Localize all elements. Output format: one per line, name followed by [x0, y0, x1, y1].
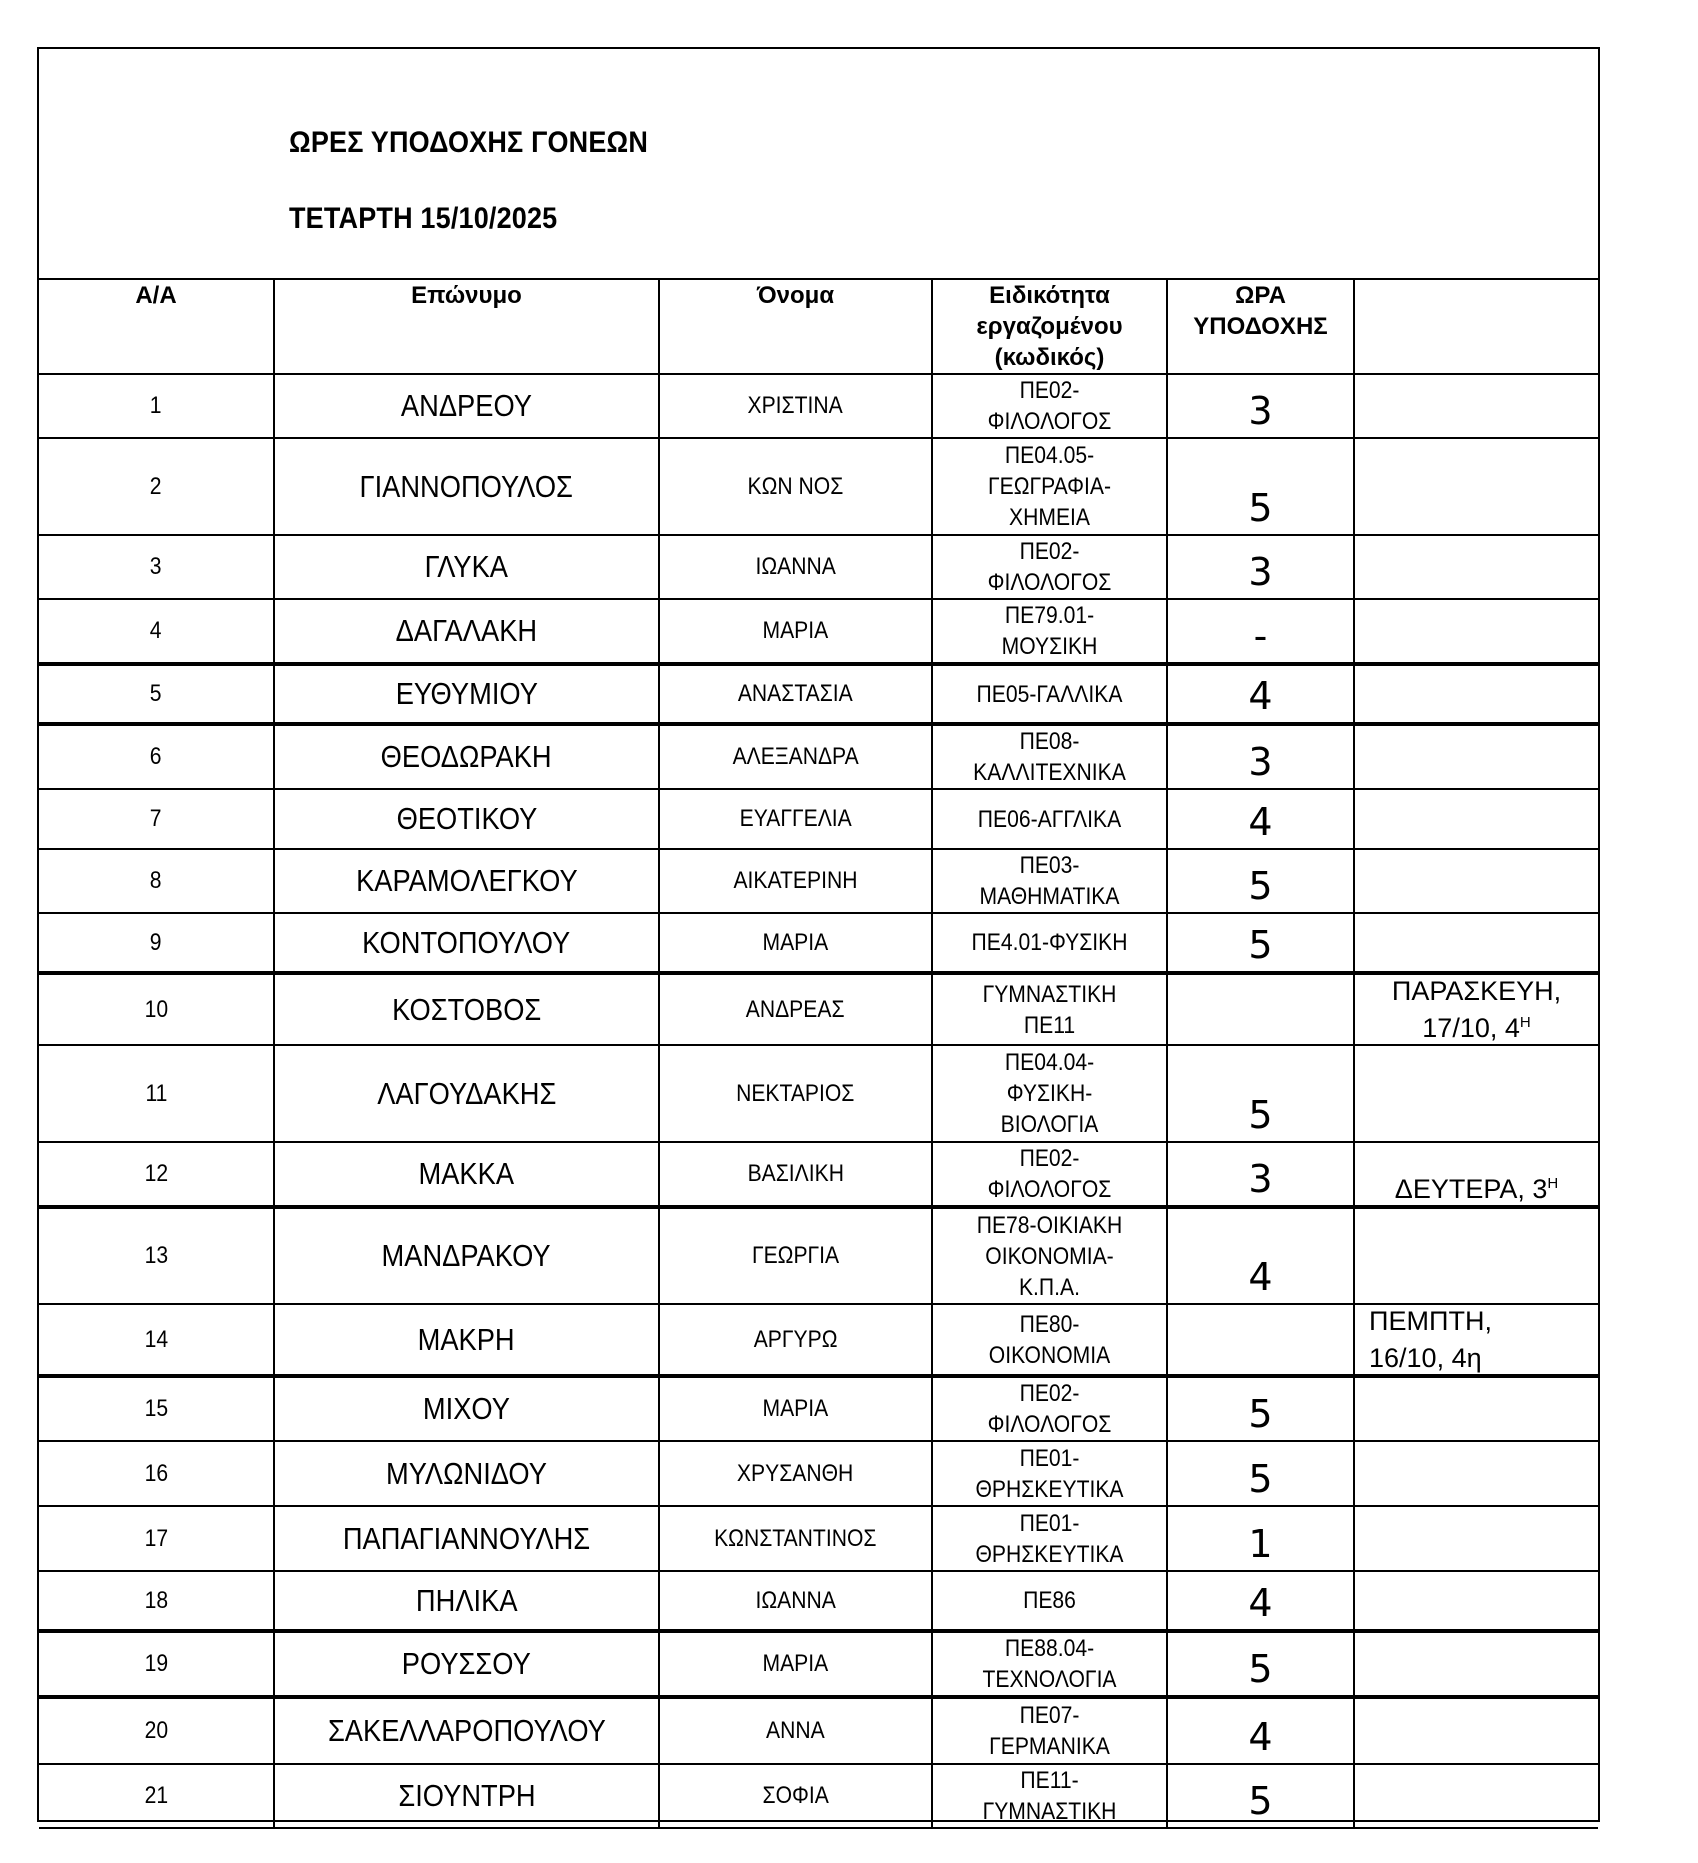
- cell-hour: [1167, 724, 1354, 789]
- surname: ΚΟΝΤΟΠΟΥΛΟΥ: [362, 924, 571, 960]
- cell-hour: [1167, 1631, 1354, 1697]
- cell-aa: [39, 1764, 274, 1828]
- row-number: 13: [144, 1242, 168, 1269]
- cell-surname: [274, 438, 659, 535]
- header-specialty-line3: (κωδικός): [994, 344, 1105, 371]
- cell-aa: [39, 1207, 274, 1304]
- cell-hour: [1167, 1304, 1354, 1376]
- row-number: 18: [144, 1586, 168, 1614]
- reception-hour: 3: [1248, 550, 1273, 594]
- cell-surname: [274, 1697, 659, 1764]
- specialty-line2: ΓΕΡΜΑΝΙΚΑ: [989, 1733, 1110, 1760]
- note-superscript: Η: [1519, 1014, 1531, 1031]
- table-header-row: [39, 278, 1598, 374]
- cell-note: [1354, 724, 1598, 789]
- first-name: ΚΩΝΣΤΑΝΤΙΝΟΣ: [714, 1524, 877, 1552]
- table-row: [39, 1207, 1598, 1304]
- cell-name: [659, 1207, 932, 1304]
- specialty-line1: ΠΕ04.04-: [1004, 1049, 1095, 1076]
- header-specialty-line1: Ειδικότητα: [989, 282, 1110, 309]
- surname: ΛΑΓΟΥΔΑΚΗΣ: [376, 1075, 557, 1111]
- row-number: 11: [145, 1079, 167, 1107]
- table-row: [39, 789, 1598, 849]
- cell-name: [659, 1304, 932, 1376]
- cell-aa: [39, 1506, 274, 1571]
- cell-hour: [1167, 1142, 1354, 1207]
- surname: ΔΑΓΑΛΑΚΗ: [395, 613, 538, 648]
- reception-hour: 4: [1248, 1715, 1273, 1759]
- cell-name: [659, 1045, 932, 1142]
- cell-aa: [39, 1045, 274, 1142]
- specialty-line1: ΠΕ02-: [1019, 377, 1080, 404]
- first-name: ΚΩΝ ΝΟΣ: [747, 472, 844, 500]
- title-band: [39, 49, 1598, 280]
- cell-specialty: [932, 374, 1167, 438]
- cell-note: [1354, 535, 1598, 599]
- cell-note: [1354, 913, 1598, 973]
- cell-aa: [39, 438, 274, 535]
- cell-note: [1354, 374, 1598, 438]
- cell-hour: [1167, 973, 1354, 1045]
- cell-name: [659, 913, 932, 973]
- specialty-line1: ΠΕ03-: [1019, 852, 1080, 879]
- cell-specialty: [932, 664, 1167, 724]
- cell-aa: [39, 1571, 274, 1631]
- cell-aa: [39, 374, 274, 438]
- cell-aa: [39, 1697, 274, 1764]
- cell-name: [659, 1142, 932, 1207]
- cell-specialty: [932, 1304, 1167, 1376]
- specialty-line1: ΠΕ86: [1023, 1587, 1076, 1614]
- specialty-line1: ΠΕ79.01-: [1004, 602, 1095, 629]
- reception-hour: 5: [1248, 1093, 1273, 1137]
- cell-surname: [274, 1142, 659, 1207]
- cell-aa: [39, 789, 274, 849]
- specialty-line1: ΠΕ08-: [1019, 728, 1080, 755]
- cell-surname: [274, 1631, 659, 1697]
- cell-surname: [274, 724, 659, 789]
- cell-note: [1354, 1506, 1598, 1571]
- cell-note: [1354, 1571, 1598, 1631]
- cell-hour: [1167, 374, 1354, 438]
- document-page: [37, 47, 1600, 1825]
- cell-aa: [39, 1376, 274, 1441]
- note-line2: [1355, 1168, 1598, 1205]
- cell-specialty: [932, 913, 1167, 973]
- specialty-line1: ΠΕ01-: [1019, 1444, 1080, 1472]
- cell-note: [1354, 1045, 1598, 1142]
- cell-note: [1354, 1764, 1598, 1828]
- specialty-line1: ΠΕ05-ΓΑΛΛΙΚΑ: [976, 680, 1123, 708]
- row-number: 16: [144, 1459, 168, 1487]
- cell-specialty: [932, 1506, 1167, 1571]
- cell-note: [1354, 664, 1598, 724]
- cell-surname: [274, 1506, 659, 1571]
- specialty-line1: ΠΕ04.05-: [1004, 442, 1095, 469]
- header-name: Όνομα: [659, 278, 932, 374]
- note-line1: ΠΑΡΑΣΚΕΥΗ,: [1391, 976, 1562, 1006]
- first-name: ΒΑΣΙΛΙΚΗ: [747, 1160, 844, 1187]
- cell-surname: [274, 1441, 659, 1506]
- reception-hour: 5: [1248, 486, 1273, 530]
- cell-name: [659, 599, 932, 664]
- cell-hour: [1167, 1571, 1354, 1631]
- row-number: 15: [144, 1395, 168, 1422]
- row-number: 9: [150, 928, 162, 956]
- cell-aa: [39, 535, 274, 599]
- cell-hour: [1167, 1506, 1354, 1571]
- cell-name: [659, 724, 932, 789]
- table-row: [39, 1045, 1598, 1142]
- cell-surname: [274, 1207, 659, 1304]
- specialty-line2: ΓΕΩΓΡΑΦΙΑ-: [988, 473, 1111, 500]
- cell-name: [659, 1631, 932, 1697]
- first-name: ΑΛΕΞΑΝΔΡΑ: [732, 743, 859, 770]
- cell-note: [1354, 1631, 1598, 1697]
- table-row: [39, 724, 1598, 789]
- first-name: ΑΝΔΡΕΑΣ: [746, 995, 845, 1023]
- first-name: ΣΟΦΙΑ: [762, 1782, 829, 1809]
- specialty-line1: ΠΕ11-: [1020, 1767, 1079, 1794]
- cell-hour: [1167, 1697, 1354, 1764]
- cell-hour: [1167, 664, 1354, 724]
- header-hour: [1167, 278, 1354, 374]
- specialty-line2: ΟΙΚΟΝΟΜΙΑ-: [985, 1242, 1114, 1270]
- cell-note: [1354, 1142, 1598, 1207]
- cell-specialty: [932, 1764, 1167, 1828]
- table-row: [39, 1764, 1598, 1828]
- header-aa: Α/Α: [39, 278, 274, 374]
- cell-aa: [39, 1142, 274, 1207]
- cell-name: [659, 1571, 932, 1631]
- specialty-line1: ΠΕ06-ΑΓΓΛΙΚΑ: [977, 805, 1122, 833]
- reception-hour: 5: [1248, 1457, 1273, 1501]
- first-name: ΑΡΓΥΡΩ: [753, 1325, 838, 1353]
- cell-aa: [39, 1304, 274, 1376]
- cell-hour: [1167, 913, 1354, 973]
- first-name: ΜΑΡΙΑ: [762, 928, 829, 956]
- reception-hour: 4: [1248, 800, 1273, 844]
- table-row: [39, 1571, 1598, 1631]
- row-number: 7: [150, 805, 162, 832]
- cell-note: [1354, 1441, 1598, 1506]
- table-row: [39, 973, 1598, 1045]
- first-name: ΑΝΑΣΤΑΣΙΑ: [738, 680, 853, 707]
- specialty-line1: ΓΥΜΝΑΣΤΙΚΗ: [982, 980, 1117, 1008]
- cell-specialty: [932, 1376, 1167, 1441]
- first-name: ΓΕΩΡΓΙΑ: [751, 1242, 840, 1269]
- cell-aa: [39, 973, 274, 1045]
- note-line2-text: ΔΕΥΤΕΡΑ, 3: [1394, 1174, 1548, 1204]
- first-name: ΕΥΑΓΓΕΛΙΑ: [739, 805, 852, 832]
- surname: ΚΟΣΤΟΒΟΣ: [391, 991, 542, 1027]
- specialty-line2: ΠΕ11: [1023, 1011, 1076, 1039]
- first-name: ΜΑΡΙΑ: [762, 617, 829, 644]
- specialty-line2: ΦΙΛΟΛΟΓΟΣ: [987, 569, 1112, 596]
- specialty-line3: ΧΗΜΕΙΑ: [1009, 504, 1090, 531]
- cell-note: [1354, 438, 1598, 535]
- reception-hour: 4: [1248, 1255, 1273, 1299]
- cell-specialty: [932, 1571, 1167, 1631]
- header-specialty-line2: εργαζομένου: [976, 313, 1123, 340]
- row-number: 4: [150, 617, 162, 644]
- reception-hour: 3: [1248, 1157, 1273, 1201]
- cell-surname: [274, 1304, 659, 1376]
- row-number: 3: [150, 553, 162, 580]
- first-name: ΙΩΑΝΝΑ: [755, 1586, 836, 1614]
- header-surname: Επώνυμο: [274, 278, 659, 374]
- specialty-line2: ΟΙΚΟΝΟΜΙΑ: [988, 1341, 1111, 1369]
- cell-specialty: [932, 724, 1167, 789]
- cell-specialty: [932, 973, 1167, 1045]
- row-number: 19: [144, 1650, 168, 1677]
- table-row: [39, 599, 1598, 664]
- cell-specialty: [932, 535, 1167, 599]
- table-row: [39, 913, 1598, 973]
- cell-surname: [274, 1045, 659, 1142]
- note-superscript: Η: [1547, 1175, 1559, 1192]
- cell-aa: [39, 664, 274, 724]
- specialty-line1: ΠΕ80-: [1019, 1310, 1080, 1338]
- surname: ΕΥΘΥΜΙΟΥ: [395, 676, 538, 711]
- cell-note: [1354, 1304, 1598, 1376]
- surname: ΠΑΠΑΓΙΑΝΝΟΥΛΗΣ: [342, 1520, 591, 1556]
- cell-specialty: [932, 1631, 1167, 1697]
- cell-note: [1354, 1207, 1598, 1304]
- cell-surname: [274, 374, 659, 438]
- reception-hour: 4: [1248, 674, 1273, 718]
- cell-aa: [39, 1631, 274, 1697]
- row-number: 21: [144, 1782, 168, 1809]
- table-row: [39, 374, 1598, 438]
- specialty-line2: ΘΡΗΣΚΕΥΤΙΚΑ: [975, 1540, 1124, 1568]
- surname: ΣΙΟΥΝΤΡΗ: [397, 1778, 536, 1813]
- cell-hour: [1167, 438, 1354, 535]
- cell-surname: [274, 1571, 659, 1631]
- cell-note: [1354, 1376, 1598, 1441]
- header-hour-line2: ΥΠΟΔΟΧΗΣ: [1193, 313, 1328, 340]
- table-row: [39, 438, 1598, 535]
- specialty-line2: ΜΑΘΗΜΑΤΙΚΑ: [979, 883, 1120, 910]
- specialty-line1: ΠΕ02-: [1019, 1380, 1080, 1407]
- row-number: 5: [150, 680, 162, 707]
- table-row: [39, 1631, 1598, 1697]
- cell-surname: [274, 599, 659, 664]
- cell-note: [1354, 789, 1598, 849]
- first-name: ΜΑΡΙΑ: [762, 1395, 829, 1422]
- cell-hour: [1167, 1207, 1354, 1304]
- specialty-line2: ΜΟΥΣΙΚΗ: [1001, 633, 1098, 660]
- cell-note: [1354, 1697, 1598, 1764]
- cell-name: [659, 535, 932, 599]
- cell-specialty: [932, 849, 1167, 913]
- cell-specialty: [932, 599, 1167, 664]
- cell-name: [659, 1697, 932, 1764]
- reception-hour: 5: [1248, 864, 1273, 908]
- table-row: [39, 664, 1598, 724]
- surname: ΓΙΑΝΝΟΠΟΥΛΟΣ: [359, 468, 574, 504]
- surname: ΘΕΟΔΩΡΑΚΗ: [381, 739, 552, 774]
- note-line2-text: 16/10, 4η: [1369, 1343, 1482, 1373]
- table-row: [39, 1142, 1598, 1207]
- header-hour-line1: ΩΡΑ: [1235, 282, 1286, 309]
- specialty-line1: ΠΕ4.01-ΦΥΣΙΚΗ: [971, 929, 1128, 956]
- cell-specialty: [932, 1441, 1167, 1506]
- specialty-line1: ΠΕ78-ΟΙΚΙΑΚΗ: [976, 1211, 1123, 1239]
- specialty-line3: ΒΙΟΛΟΓΙΑ: [1000, 1111, 1099, 1138]
- row-number: 14: [144, 1325, 168, 1353]
- cell-specialty: [932, 789, 1167, 849]
- cell-note: [1354, 973, 1598, 1045]
- reception-hour: 4: [1248, 1581, 1273, 1625]
- cell-surname: [274, 913, 659, 973]
- reception-hour: 1: [1248, 1522, 1273, 1566]
- specialty-line2: ΚΑΛΛΙΤΕΧΝΙΚΑ: [973, 759, 1126, 786]
- first-name: ΑΝΝΑ: [766, 1717, 825, 1744]
- cell-specialty: [932, 1697, 1167, 1764]
- surname: ΠΗΛΙΚΑ: [415, 1582, 518, 1618]
- first-name: ΑΙΚΑΤΕΡΙΝΗ: [733, 867, 858, 894]
- specialty-line1: ΠΕ88.04-: [1004, 1635, 1095, 1662]
- specialty-line1: ΠΕ02-: [1019, 538, 1080, 565]
- cell-surname: [274, 535, 659, 599]
- reception-hour: -: [1253, 614, 1268, 658]
- first-name: ΜΑΡΙΑ: [762, 1650, 829, 1677]
- cell-name: [659, 1441, 932, 1506]
- cell-surname: [274, 789, 659, 849]
- row-number: 20: [144, 1717, 168, 1744]
- reception-hour: 5: [1248, 1392, 1273, 1436]
- cell-hour: [1167, 599, 1354, 664]
- cell-specialty: [932, 1045, 1167, 1142]
- surname: ΘΕΟΤΙΚΟΥ: [396, 801, 537, 836]
- cell-hour: [1167, 789, 1354, 849]
- specialty-line2: ΦΙΛΟΛΟΓΟΣ: [987, 1176, 1112, 1203]
- first-name: ΝΕΚΤΑΡΙΟΣ: [736, 1079, 855, 1107]
- row-number: 17: [144, 1524, 168, 1552]
- note-line2-text: 17/10, 4: [1422, 1013, 1520, 1043]
- cell-name: [659, 789, 932, 849]
- note-line1: ΠΕΜΠΤΗ,: [1369, 1306, 1492, 1336]
- cell-name: [659, 849, 932, 913]
- specialty-line2: ΓΥΜΝΑΣΤΙΚΗ: [982, 1798, 1117, 1825]
- cell-name: [659, 374, 932, 438]
- cell-note: [1354, 849, 1598, 913]
- cell-name: [659, 438, 932, 535]
- table-row: [39, 849, 1598, 913]
- row-number: 12: [144, 1160, 168, 1187]
- cell-surname: [274, 849, 659, 913]
- cell-surname: [274, 973, 659, 1045]
- reception-hour: 5: [1248, 1779, 1273, 1823]
- cell-hour: [1167, 1764, 1354, 1828]
- cell-name: [659, 1376, 932, 1441]
- reception-hour: 3: [1248, 389, 1273, 433]
- cell-name: [659, 1506, 932, 1571]
- surname: ΜΙΧΟΥ: [422, 1391, 511, 1426]
- table-row: [39, 1304, 1598, 1376]
- first-name: ΙΩΑΝΝΑ: [755, 553, 836, 580]
- cell-surname: [274, 1764, 659, 1828]
- specialty-line3: Κ.Π.Α.: [1018, 1273, 1081, 1301]
- document-date: ΤΕΤΑΡΤΗ 15/10/2025: [289, 202, 558, 235]
- cell-note: [1354, 599, 1598, 664]
- cell-hour: [1167, 849, 1354, 913]
- row-number: 1: [150, 392, 162, 419]
- surname: ΜΑΝΔΡΑΚΟΥ: [381, 1238, 552, 1273]
- cell-name: [659, 973, 932, 1045]
- specialty-line2: ΘΡΗΣΚΕΥΤΙΚΑ: [975, 1475, 1124, 1503]
- cell-aa: [39, 599, 274, 664]
- reception-hour: 5: [1248, 1647, 1273, 1691]
- cell-aa: [39, 913, 274, 973]
- parent-hours-table: [39, 278, 1598, 1829]
- first-name: ΧΡΙΣΤΙΝΑ: [747, 392, 844, 419]
- specialty-line2: ΦΙΛΟΛΟΓΟΣ: [987, 1411, 1112, 1438]
- cell-name: [659, 1764, 932, 1828]
- row-number: 8: [150, 867, 162, 894]
- specialty-line2: ΦΙΛΟΛΟΓΟΣ: [987, 408, 1112, 435]
- cell-hour: [1167, 1376, 1354, 1441]
- table-row: [39, 1697, 1598, 1764]
- cell-surname: [274, 1376, 659, 1441]
- table-row: [39, 1441, 1598, 1506]
- specialty-line1: ΠΕ01-: [1019, 1509, 1080, 1537]
- cell-specialty: [932, 1142, 1167, 1207]
- cell-surname: [274, 664, 659, 724]
- document-title: ΩΡΕΣ ΥΠΟΔΟΧΗΣ ΓΟΝΕΩΝ: [289, 126, 649, 159]
- row-number: 6: [150, 743, 162, 770]
- note-line2: [1369, 1337, 1598, 1374]
- surname: ΡΟΥΣΣΟΥ: [401, 1646, 532, 1681]
- table-row: [39, 1376, 1598, 1441]
- cell-specialty: [932, 438, 1167, 535]
- surname: ΜΥΛΩΝΙΔΟΥ: [386, 1455, 547, 1491]
- specialty-line2: ΤΕΧΝΟΛΟΓΙΑ: [982, 1666, 1117, 1693]
- cell-aa: [39, 849, 274, 913]
- header-notes: [1354, 278, 1598, 374]
- cell-hour: [1167, 1441, 1354, 1506]
- table-row: [39, 1506, 1598, 1571]
- row-number: 2: [150, 472, 162, 500]
- surname: ΜΑΚΡΗ: [417, 1321, 516, 1357]
- cell-hour: [1167, 1045, 1354, 1142]
- cell-name: [659, 664, 932, 724]
- table-row: [39, 535, 1598, 599]
- surname: ΑΝΔΡΕΟΥ: [400, 388, 533, 423]
- specialty-line2: ΦΥΣΙΚΗ-: [1006, 1080, 1093, 1107]
- specialty-line1: ΠΕ02-: [1019, 1145, 1080, 1172]
- specialty-line1: ΠΕ07-: [1019, 1702, 1080, 1729]
- surname: ΚΑΡΑΜΟΛΕΓΚΟΥ: [355, 863, 578, 898]
- cell-aa: [39, 1441, 274, 1506]
- surname: ΓΛΥΚΑ: [424, 549, 509, 584]
- first-name: ΧΡΥΣΑΝΘΗ: [737, 1459, 854, 1487]
- cell-hour: [1167, 535, 1354, 599]
- note-line2: [1355, 1007, 1598, 1044]
- surname: ΜΑΚΚΑ: [418, 1156, 515, 1191]
- cell-aa: [39, 724, 274, 789]
- cell-specialty: [932, 1207, 1167, 1304]
- surname: ΣΑΚΕΛΛΑΡΟΠΟΥΛΟΥ: [327, 1713, 606, 1748]
- header-specialty: [932, 278, 1167, 374]
- reception-hour: 5: [1248, 923, 1273, 967]
- reception-hour: 3: [1248, 740, 1273, 784]
- row-number: 10: [144, 995, 168, 1023]
